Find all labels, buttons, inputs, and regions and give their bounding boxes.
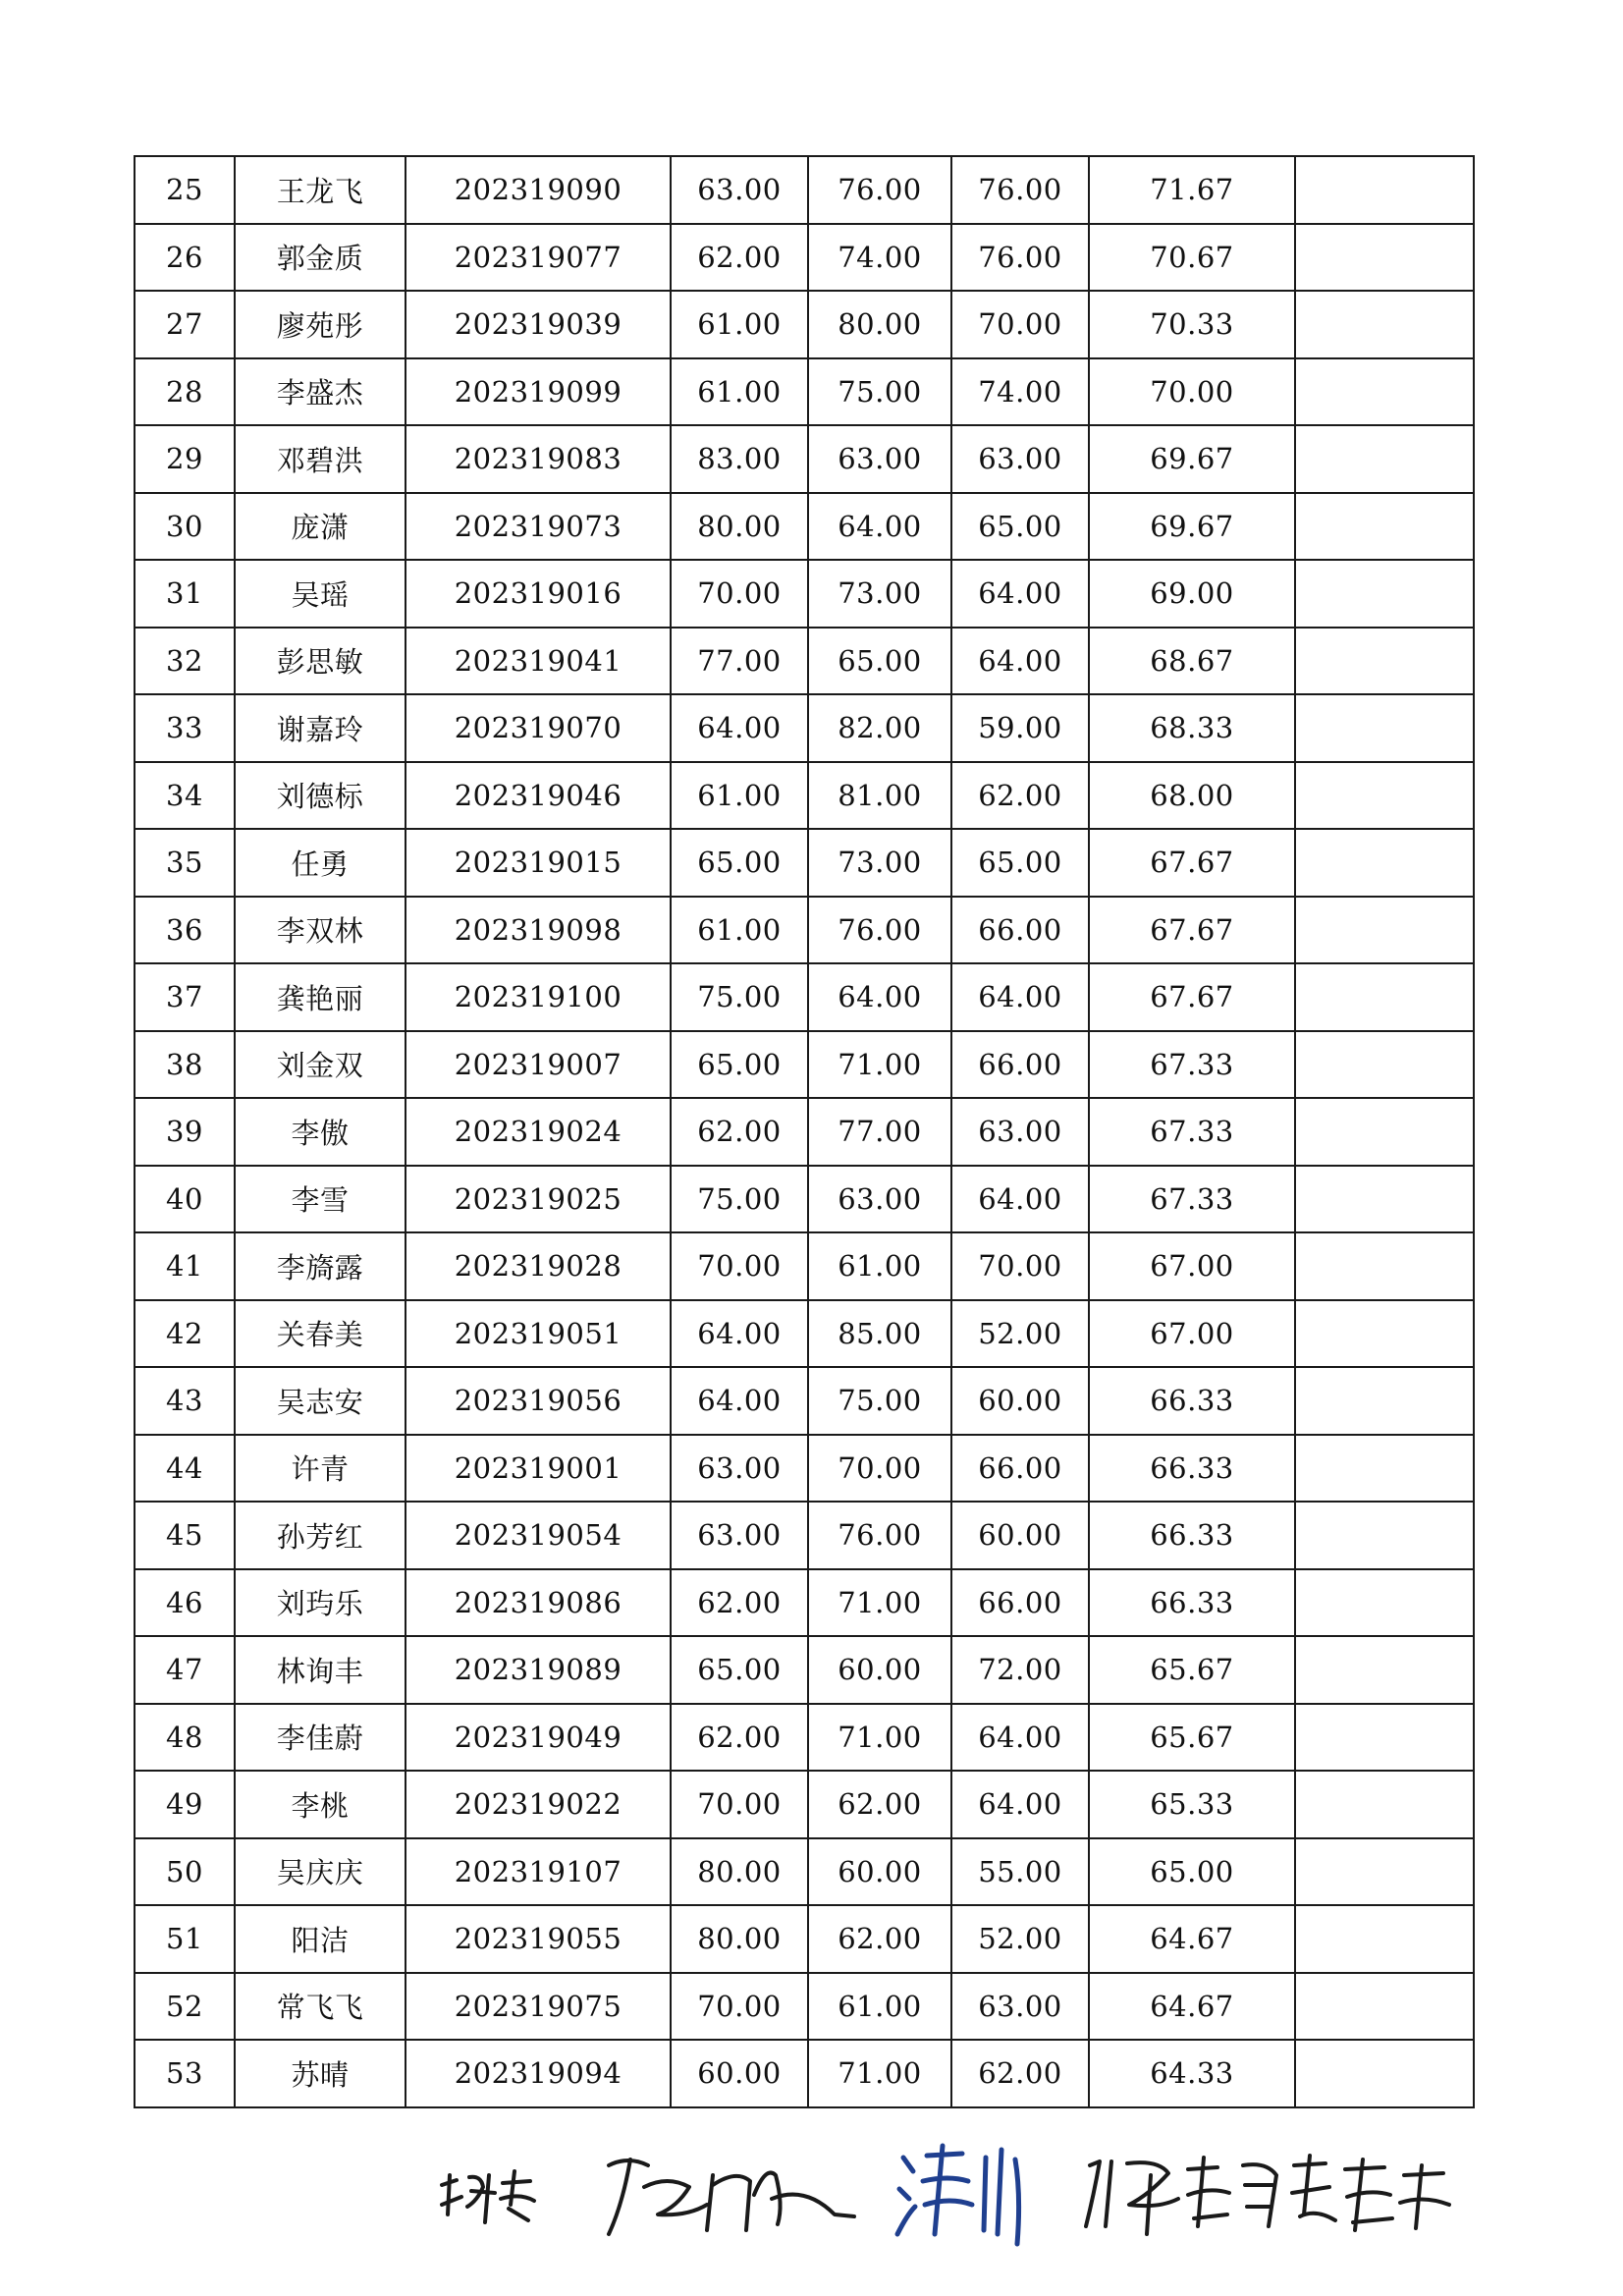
score-1: 62.00 (671, 224, 808, 292)
score-3: 52.00 (951, 1300, 1089, 1368)
remarks (1295, 1232, 1474, 1300)
remarks (1295, 897, 1474, 964)
candidate-name: 李雪 (235, 1166, 406, 1233)
row-number: 50 (135, 1838, 235, 1906)
score-3: 52.00 (951, 1905, 1089, 1973)
candidate-name: 李旖露 (235, 1232, 406, 1300)
candidate-id: 202319083 (406, 425, 671, 493)
score-1: 70.00 (671, 560, 808, 628)
score-table (134, 155, 1475, 2108)
remarks (1295, 358, 1474, 426)
score-1: 77.00 (671, 628, 808, 695)
signature-4 (1086, 2156, 1449, 2234)
score-3: 64.00 (951, 1704, 1089, 1772)
candidate-id: 202319016 (406, 560, 671, 628)
average-score: 65.33 (1089, 1771, 1295, 1838)
average-score: 70.33 (1089, 291, 1295, 358)
handwritten-signatures (412, 2136, 1610, 2254)
candidate-id: 202319007 (406, 1031, 671, 1099)
score-3: 66.00 (951, 1569, 1089, 1637)
remarks (1295, 1569, 1474, 1637)
score-2: 81.00 (808, 762, 951, 830)
row-number: 48 (135, 1704, 235, 1772)
table-row (135, 628, 1474, 695)
candidate-name: 许青 (235, 1435, 406, 1503)
table-row (135, 560, 1474, 628)
score-1: 60.00 (671, 2040, 808, 2107)
score-2: 77.00 (808, 1098, 951, 1166)
average-score: 71.67 (1089, 156, 1295, 224)
score-2: 76.00 (808, 1502, 951, 1569)
table-row (135, 493, 1474, 561)
table-row (135, 1771, 1474, 1838)
score-1: 70.00 (671, 1973, 808, 2041)
candidate-id: 202319107 (406, 1838, 671, 1906)
score-2: 85.00 (808, 1300, 951, 1368)
row-number: 53 (135, 2040, 235, 2107)
score-2: 75.00 (808, 1367, 951, 1435)
score-2: 71.00 (808, 1031, 951, 1099)
average-score: 66.33 (1089, 1367, 1295, 1435)
row-number: 42 (135, 1300, 235, 1368)
remarks (1295, 425, 1474, 493)
score-1: 62.00 (671, 1704, 808, 1772)
candidate-id: 202319028 (406, 1232, 671, 1300)
candidate-id: 202319094 (406, 2040, 671, 2107)
score-3: 72.00 (951, 1636, 1089, 1704)
average-score: 66.33 (1089, 1502, 1295, 1569)
candidate-id: 202319024 (406, 1098, 671, 1166)
average-score: 69.00 (1089, 560, 1295, 628)
average-score: 69.67 (1089, 425, 1295, 493)
signature-3 (897, 2146, 1019, 2244)
score-3: 55.00 (951, 1838, 1089, 1906)
signature-area (412, 2136, 1610, 2254)
score-table-body (135, 156, 1474, 2107)
signature-1 (442, 2171, 534, 2222)
average-score: 69.67 (1089, 493, 1295, 561)
average-score: 67.67 (1089, 829, 1295, 897)
remarks (1295, 1166, 1474, 1233)
average-score: 67.67 (1089, 963, 1295, 1031)
row-number: 44 (135, 1435, 235, 1503)
row-number: 26 (135, 224, 235, 292)
score-3: 66.00 (951, 1435, 1089, 1503)
average-score: 68.33 (1089, 694, 1295, 762)
remarks (1295, 224, 1474, 292)
score-1: 61.00 (671, 897, 808, 964)
row-number: 28 (135, 358, 235, 426)
average-score: 66.33 (1089, 1435, 1295, 1503)
table-row (135, 1098, 1474, 1166)
score-3: 63.00 (951, 1098, 1089, 1166)
score-2: 73.00 (808, 560, 951, 628)
score-1: 61.00 (671, 291, 808, 358)
score-3: 64.00 (951, 1771, 1089, 1838)
score-2: 71.00 (808, 2040, 951, 2107)
candidate-id: 202319090 (406, 156, 671, 224)
score-2: 63.00 (808, 1166, 951, 1233)
candidate-name: 吴瑶 (235, 560, 406, 628)
average-score: 67.00 (1089, 1232, 1295, 1300)
candidate-id: 202319100 (406, 963, 671, 1031)
candidate-name: 阳洁 (235, 1905, 406, 1973)
candidate-name: 吴志安 (235, 1367, 406, 1435)
score-3: 66.00 (951, 1031, 1089, 1099)
score-1: 64.00 (671, 1367, 808, 1435)
score-3: 63.00 (951, 1973, 1089, 2041)
row-number: 32 (135, 628, 235, 695)
table-row (135, 1973, 1474, 2041)
score-3: 63.00 (951, 425, 1089, 493)
remarks (1295, 2040, 1474, 2107)
remarks (1295, 1502, 1474, 1569)
table-row (135, 224, 1474, 292)
candidate-name: 任勇 (235, 829, 406, 897)
score-3: 64.00 (951, 628, 1089, 695)
score-2: 70.00 (808, 1435, 951, 1503)
table-row (135, 2040, 1474, 2107)
row-number: 37 (135, 963, 235, 1031)
score-1: 63.00 (671, 1435, 808, 1503)
score-1: 65.00 (671, 1031, 808, 1099)
score-2: 61.00 (808, 1973, 951, 2041)
score-2: 61.00 (808, 1232, 951, 1300)
average-score: 67.33 (1089, 1098, 1295, 1166)
remarks (1295, 1636, 1474, 1704)
score-1: 62.00 (671, 1098, 808, 1166)
candidate-name: 关春美 (235, 1300, 406, 1368)
table-row (135, 291, 1474, 358)
row-number: 52 (135, 1973, 235, 2041)
candidate-id: 202319099 (406, 358, 671, 426)
score-2: 75.00 (808, 358, 951, 426)
score-1: 83.00 (671, 425, 808, 493)
score-2: 71.00 (808, 1704, 951, 1772)
average-score: 65.67 (1089, 1704, 1295, 1772)
score-2: 62.00 (808, 1905, 951, 1973)
remarks (1295, 291, 1474, 358)
score-2: 62.00 (808, 1771, 951, 1838)
candidate-id: 202319039 (406, 291, 671, 358)
row-number: 33 (135, 694, 235, 762)
candidate-id: 202319001 (406, 1435, 671, 1503)
score-1: 80.00 (671, 1838, 808, 1906)
score-3: 64.00 (951, 1166, 1089, 1233)
score-3: 66.00 (951, 897, 1089, 964)
score-1: 63.00 (671, 1502, 808, 1569)
score-3: 65.00 (951, 829, 1089, 897)
average-score: 70.67 (1089, 224, 1295, 292)
table-row (135, 1704, 1474, 1772)
average-score: 68.67 (1089, 628, 1295, 695)
candidate-id: 202319086 (406, 1569, 671, 1637)
candidate-id: 202319041 (406, 628, 671, 695)
score-2: 73.00 (808, 829, 951, 897)
row-number: 39 (135, 1098, 235, 1166)
candidate-name: 庞潇 (235, 493, 406, 561)
score-2: 71.00 (808, 1569, 951, 1637)
score-2: 76.00 (808, 156, 951, 224)
score-1: 70.00 (671, 1232, 808, 1300)
score-2: 60.00 (808, 1838, 951, 1906)
table-row (135, 762, 1474, 830)
score-1: 64.00 (671, 694, 808, 762)
score-3: 60.00 (951, 1502, 1089, 1569)
average-score: 64.33 (1089, 2040, 1295, 2107)
score-2: 64.00 (808, 963, 951, 1031)
row-number: 41 (135, 1232, 235, 1300)
remarks (1295, 1300, 1474, 1368)
candidate-name: 孙芳红 (235, 1502, 406, 1569)
candidate-id: 202319051 (406, 1300, 671, 1368)
table-row (135, 963, 1474, 1031)
row-number: 46 (135, 1569, 235, 1637)
table-row (135, 1166, 1474, 1233)
table-row (135, 1905, 1474, 1973)
score-2: 60.00 (808, 1636, 951, 1704)
row-number: 36 (135, 897, 235, 964)
remarks (1295, 1367, 1474, 1435)
remarks (1295, 829, 1474, 897)
table-row (135, 829, 1474, 897)
remarks (1295, 1771, 1474, 1838)
candidate-id: 202319075 (406, 1973, 671, 2041)
score-3: 70.00 (951, 1232, 1089, 1300)
score-2: 76.00 (808, 897, 951, 964)
remarks (1295, 560, 1474, 628)
remarks (1295, 694, 1474, 762)
table-row (135, 1232, 1474, 1300)
average-score: 68.00 (1089, 762, 1295, 830)
candidate-name: 邓碧洪 (235, 425, 406, 493)
row-number: 43 (135, 1367, 235, 1435)
score-2: 64.00 (808, 493, 951, 561)
candidate-name: 李佳蔚 (235, 1704, 406, 1772)
table-row (135, 1838, 1474, 1906)
candidate-name: 李盛杰 (235, 358, 406, 426)
table-row (135, 156, 1474, 224)
row-number: 40 (135, 1166, 235, 1233)
candidate-name: 李傲 (235, 1098, 406, 1166)
candidate-id: 202319046 (406, 762, 671, 830)
score-1: 80.00 (671, 1905, 808, 1973)
score-3: 62.00 (951, 2040, 1089, 2107)
row-number: 34 (135, 762, 235, 830)
candidate-id: 202319015 (406, 829, 671, 897)
table-row (135, 358, 1474, 426)
remarks (1295, 1435, 1474, 1503)
candidate-id: 202319098 (406, 897, 671, 964)
score-3: 76.00 (951, 224, 1089, 292)
score-1: 75.00 (671, 963, 808, 1031)
candidate-id: 202319049 (406, 1704, 671, 1772)
score-1: 62.00 (671, 1569, 808, 1637)
score-3: 74.00 (951, 358, 1089, 426)
score-3: 65.00 (951, 493, 1089, 561)
average-score: 66.33 (1089, 1569, 1295, 1637)
candidate-id: 202319077 (406, 224, 671, 292)
row-number: 45 (135, 1502, 235, 1569)
score-1: 64.00 (671, 1300, 808, 1368)
row-number: 38 (135, 1031, 235, 1099)
score-2: 65.00 (808, 628, 951, 695)
row-number: 29 (135, 425, 235, 493)
candidate-name: 刘德标 (235, 762, 406, 830)
candidate-name: 刘金双 (235, 1031, 406, 1099)
average-score: 65.00 (1089, 1838, 1295, 1906)
remarks (1295, 762, 1474, 830)
table-row (135, 694, 1474, 762)
row-number: 30 (135, 493, 235, 561)
candidate-name: 李桃 (235, 1771, 406, 1838)
remarks (1295, 1973, 1474, 2041)
table-row (135, 1031, 1474, 1099)
average-score: 70.00 (1089, 358, 1295, 426)
candidate-name: 刘玙乐 (235, 1569, 406, 1637)
row-number: 35 (135, 829, 235, 897)
table-row (135, 1569, 1474, 1637)
table-row (135, 897, 1474, 964)
average-score: 67.67 (1089, 897, 1295, 964)
candidate-name: 苏晴 (235, 2040, 406, 2107)
score-1: 70.00 (671, 1771, 808, 1838)
row-number: 47 (135, 1636, 235, 1704)
score-3: 64.00 (951, 560, 1089, 628)
remarks (1295, 1031, 1474, 1099)
remarks (1295, 1704, 1474, 1772)
candidate-name: 谢嘉玲 (235, 694, 406, 762)
score-3: 76.00 (951, 156, 1089, 224)
row-number: 51 (135, 1905, 235, 1973)
table-row (135, 1367, 1474, 1435)
candidate-name: 李双林 (235, 897, 406, 964)
candidate-name: 龚艳丽 (235, 963, 406, 1031)
candidate-name: 廖苑彤 (235, 291, 406, 358)
score-3: 70.00 (951, 291, 1089, 358)
score-1: 61.00 (671, 358, 808, 426)
remarks (1295, 963, 1474, 1031)
candidate-id: 202319089 (406, 1636, 671, 1704)
candidate-name: 王龙飞 (235, 156, 406, 224)
candidate-id: 202319025 (406, 1166, 671, 1233)
score-3: 60.00 (951, 1367, 1089, 1435)
remarks (1295, 628, 1474, 695)
table-row (135, 1502, 1474, 1569)
score-2: 74.00 (808, 224, 951, 292)
average-score: 65.67 (1089, 1636, 1295, 1704)
remarks (1295, 156, 1474, 224)
score-1: 61.00 (671, 762, 808, 830)
score-1: 65.00 (671, 829, 808, 897)
remarks (1295, 1838, 1474, 1906)
candidate-id: 202319022 (406, 1771, 671, 1838)
remarks (1295, 1098, 1474, 1166)
row-number: 27 (135, 291, 235, 358)
signature-2 (609, 2159, 854, 2234)
remarks (1295, 493, 1474, 561)
average-score: 64.67 (1089, 1905, 1295, 1973)
candidate-name: 常飞飞 (235, 1973, 406, 2041)
score-3: 59.00 (951, 694, 1089, 762)
score-1: 75.00 (671, 1166, 808, 1233)
row-number: 31 (135, 560, 235, 628)
candidate-name: 吴庆庆 (235, 1838, 406, 1906)
candidate-id: 202319070 (406, 694, 671, 762)
score-3: 64.00 (951, 963, 1089, 1031)
remarks (1295, 1905, 1474, 1973)
candidate-id: 202319073 (406, 493, 671, 561)
score-1: 63.00 (671, 156, 808, 224)
candidate-id: 202319056 (406, 1367, 671, 1435)
average-score: 67.00 (1089, 1300, 1295, 1368)
table-row (135, 425, 1474, 493)
average-score: 67.33 (1089, 1166, 1295, 1233)
score-2: 82.00 (808, 694, 951, 762)
score-1: 80.00 (671, 493, 808, 561)
average-score: 64.67 (1089, 1973, 1295, 2041)
row-number: 49 (135, 1771, 235, 1838)
candidate-id: 202319054 (406, 1502, 671, 1569)
candidate-id: 202319055 (406, 1905, 671, 1973)
candidate-name: 彭思敏 (235, 628, 406, 695)
table-row (135, 1435, 1474, 1503)
table-row (135, 1636, 1474, 1704)
table-row (135, 1300, 1474, 1368)
row-number: 25 (135, 156, 235, 224)
candidate-name: 林询丰 (235, 1636, 406, 1704)
score-2: 63.00 (808, 425, 951, 493)
score-2: 80.00 (808, 291, 951, 358)
average-score: 67.33 (1089, 1031, 1295, 1099)
score-3: 62.00 (951, 762, 1089, 830)
score-1: 65.00 (671, 1636, 808, 1704)
candidate-name: 郭金质 (235, 224, 406, 292)
